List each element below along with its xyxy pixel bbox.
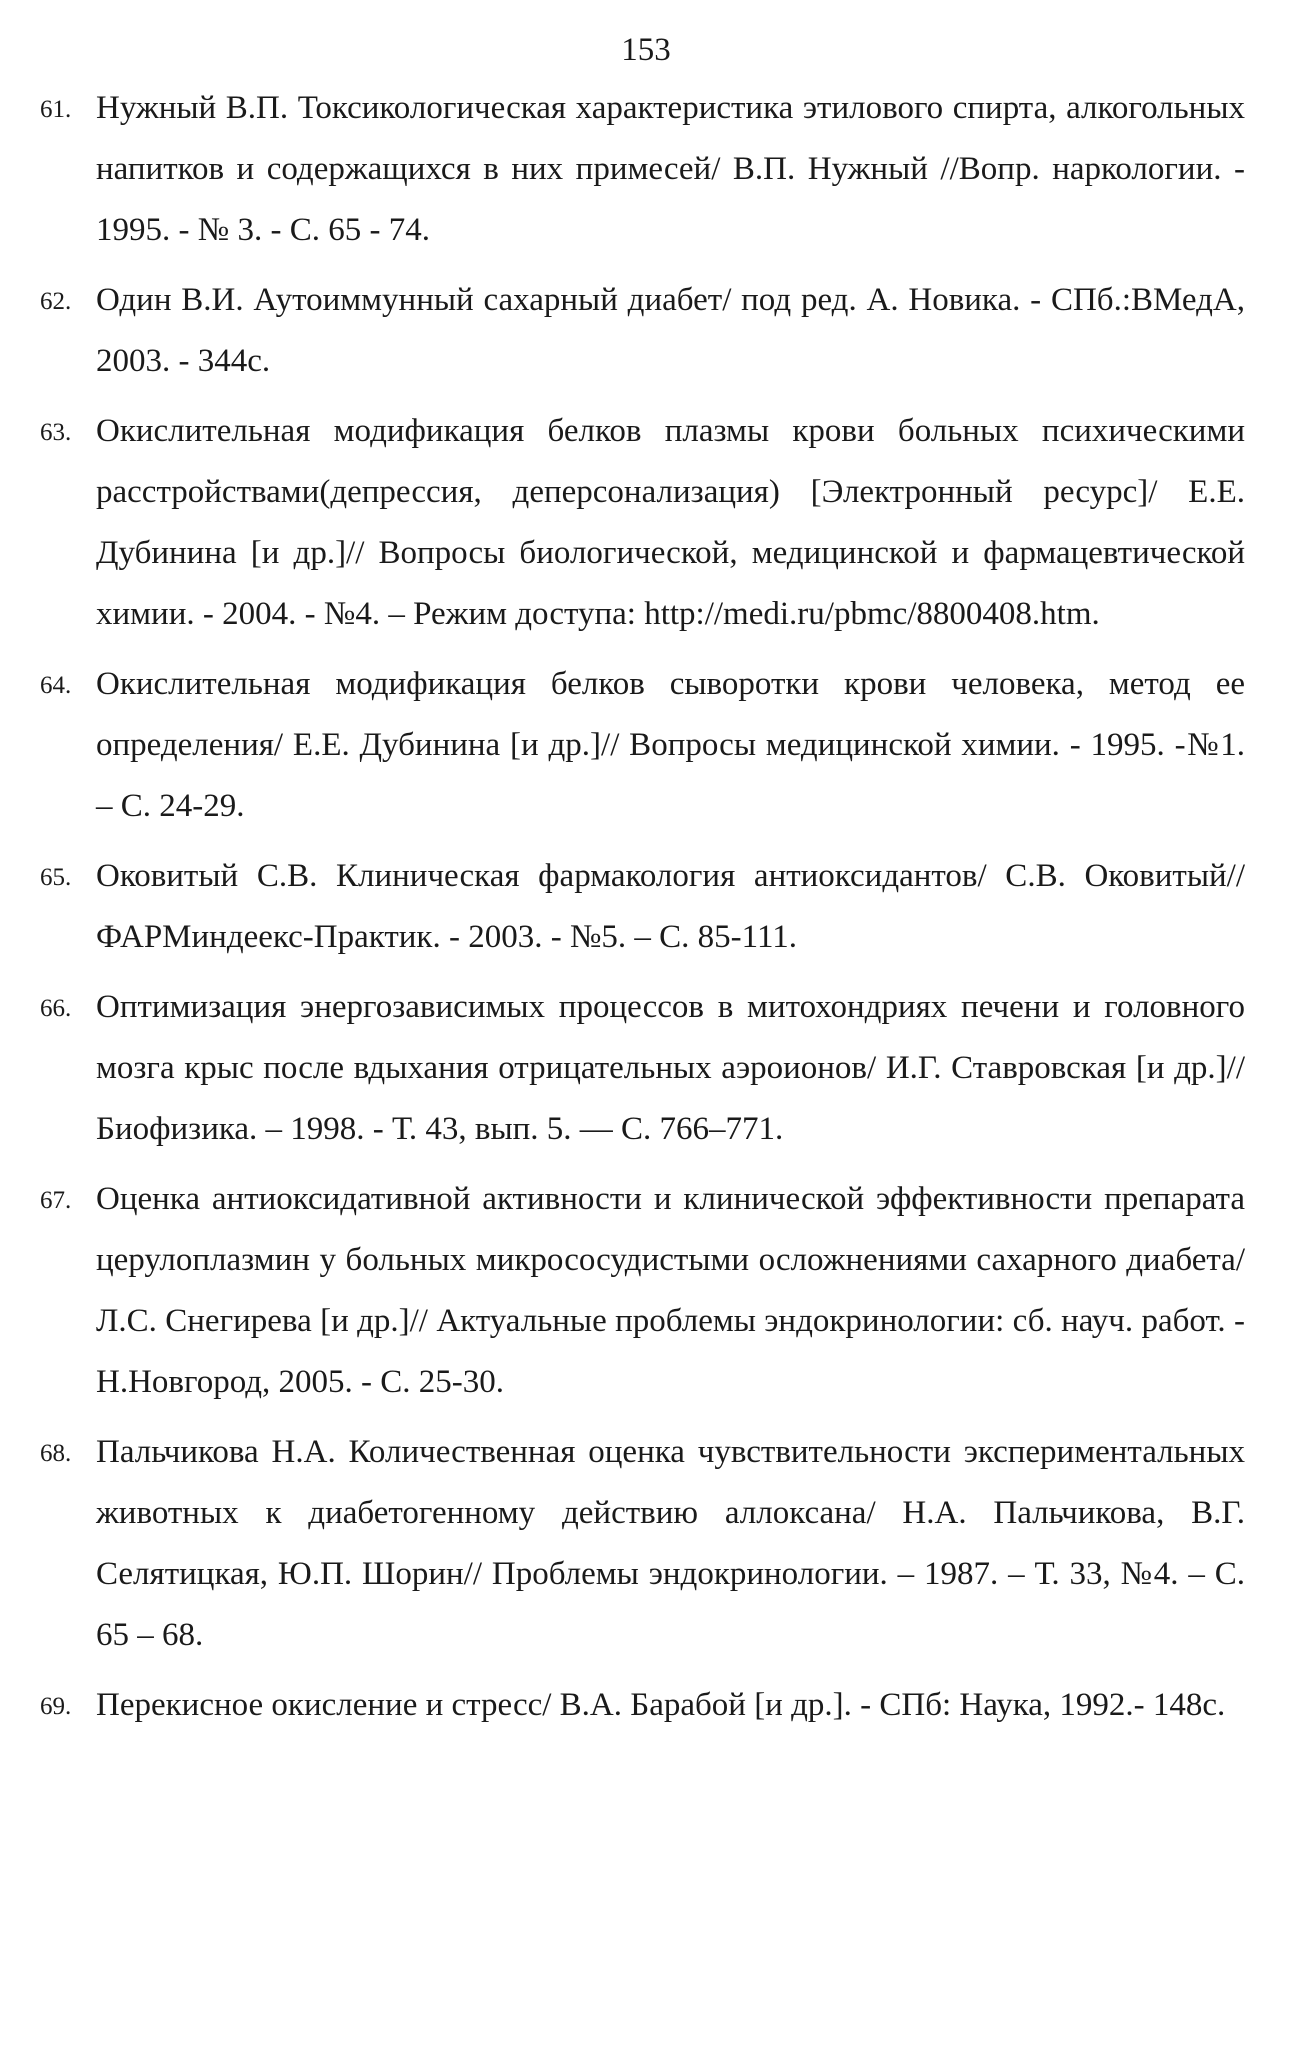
reference-number: 69. <box>40 1693 72 1720</box>
reference-number: 64. <box>40 672 72 699</box>
reference-item <box>40 1169 1245 1413</box>
reference-text: Оптимизация энергозависимых процессов в митохондриях печени и головного мозга крыс после вдыхания отрицательных аэроионов/ И.Г. Ставровская [и др.]// Биофизика. – 1998. - Т. 43, вып. 5. — С. 766–771. <box>96 989 1245 1147</box>
reference-item <box>40 78 1245 261</box>
reference-number: 67. <box>40 1187 72 1214</box>
reference-item <box>40 846 1245 968</box>
reference-text: Пальчикова Н.А. Количественная оценка чувствительности экспериментальных животных к диабетогенному действию аллоксана/ Н.А. Пальчикова, В.Г. Селятицкая, Ю.П. Шорин// Проблемы эндокринологии. – 1987. – Т. 33, №4. – С. 65 – 68. <box>96 1434 1245 1653</box>
reference-number: 65. <box>40 864 72 891</box>
reference-text: Окислительная модификация белков сыворотки крови человека, метод ее определения/ Е.Е. Дубинина [и др.]// Вопросы медицинской химии. - 1995. -№1. – С. 24-29. <box>96 666 1245 824</box>
reference-number: 68. <box>40 1440 72 1467</box>
reference-item <box>40 270 1245 392</box>
reference-item <box>40 654 1245 837</box>
reference-text: Оценка антиоксидативной активности и клинической эффективности препарата церулоплазмин у больных микрососудистыми осложнениями сахарного диабета/ Л.С. Снегирева [и др.]// Актуальные проблемы эндокринологии: сб. науч. работ. - Н.Новгород, 2005. - С. 25-30. <box>96 1181 1245 1400</box>
reference-text: Один В.И. Аутоиммунный сахарный диабет/ под ред. А. Новика. - СПб.:ВМедА, 2003. - 344с. <box>96 282 1245 379</box>
reference-item <box>40 977 1245 1160</box>
reference-text: Перекисное окисление и стресс/ В.А. Барабой [и др.]. - СПб: Наука, 1992.- 148с. <box>96 1687 1226 1723</box>
reference-text: Оковитый С.В. Клиническая фармакология антиоксидантов/ С.В. Оковитый// ФАРМиндеекс-Практик. - 2003. - №5. – С. 85-111. <box>96 858 1245 955</box>
reference-number: 66. <box>40 995 72 1022</box>
reference-number: 61. <box>40 96 72 123</box>
reference-item <box>40 1675 1245 1736</box>
reference-list <box>0 78 1292 1745</box>
reference-number: 62. <box>40 288 72 315</box>
reference-item <box>40 401 1245 645</box>
page-number: 153 <box>621 32 671 68</box>
reference-text: Окислительная модификация белков плазмы крови больных психическими расстройствами(депрессия, деперсонализация) [Электронный ресурс]/ Е.Е. Дубинина [и др.]// Вопросы биологической, медицинской и фармацевтической химии. - 2004. - №4. – Режим доступа: http://medi.ru/pbmc/8800408.htm. <box>96 413 1245 632</box>
reference-item <box>40 1422 1245 1666</box>
reference-number: 63. <box>40 419 72 446</box>
reference-text: Нужный В.П. Токсикологическая характеристика этилового спирта, алкогольных напитков и содержащихся в них примесей/ В.П. Нужный //Вопр. наркологии. - 1995. - № 3. - С. 65 - 74. <box>96 90 1245 248</box>
